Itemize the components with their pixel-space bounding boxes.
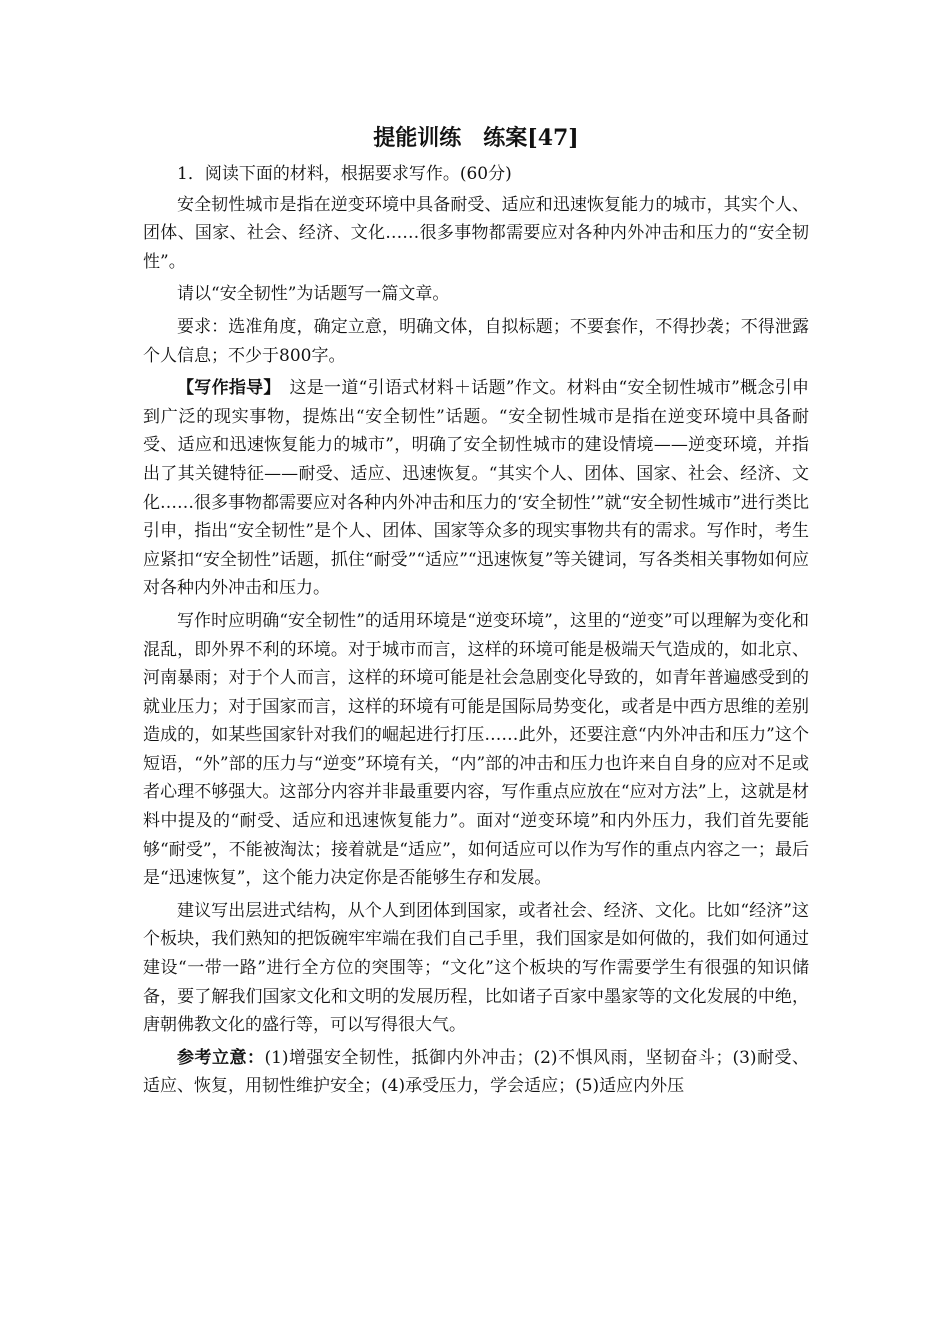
reference-text: (1)增强安全韧性，抵御内外冲击；(2)不惧风雨，坚韧奋斗；(3)耐受、适应、恢复，用韧性维护安全；(4)承受压力，学会适应；(5)适应内外压 bbox=[143, 1047, 809, 1097]
guidance-paragraph-3: 建议写出层进式结构，从个人到团体到国家，或者社会、经济、文化。比如“经济”这个板块，我们熟知的把饭碗牢牢端在我们自己手里，我们国家是如何做的，我们如何通过建设“一带一路”进行全方位的突围等；“文化”这个板块的写作需要学生有很强的知识储备，要了解我们国家文化和文明的发展历程，比如诸子百家中墨家等的文化发展的中绝，唐朝佛教文化的盛行等，可以写得很大气。 bbox=[143, 900, 809, 1036]
guidance-paragraph-1 bbox=[143, 374, 809, 603]
document-page bbox=[143, 118, 809, 1105]
guidance-label: 【写作指导】 bbox=[177, 378, 273, 399]
guidance-paragraph-2: 写作时应明确“安全韧性”的适用环境是“逆变环境”，这里的“逆变”可以理解为变化和混乱，即外界不利的环境。对于城市而言，这样的环境可能是极端天气造成的，如北京、河南暴雨；对于个人而言，这样的环境可能是社会急剧变化导致的，如青年普遍感受到的就业压力；对于国家而言，这样的环境有可能是国际局势变化，或者是中西方思维的差别造成的，如某些国家针对我们的崛起进行打压……此外，还要注意“内外冲击和压力”这个短语，“外”部的压力与“逆变”环境有关，“内”部的冲击和压力也许来自自身的应对不足或者心理不够强大。这部分内容并非最重要内容，写作重点应放在“应对方法”上，这就是材料中提及的“耐受、适应和迅速恢复能力”。面对“逆变环境”和内外压力，我们首先要能够“耐受”，不能被淘汰；接着就是“适应”，如何适应可以作为写作的重点内容之一；最后是“迅速恢复”，这个能力决定你是否能够生存和发展。 bbox=[143, 610, 809, 889]
page-title: 提能训练 练案[47] bbox=[373, 125, 579, 151]
question-requirements: 要求：选准角度，确定立意，明确文体，自拟标题；不要套作，不得抄袭；不得泄露个人信息；不少于800字。 bbox=[143, 316, 809, 366]
guidance-text-1: 这是一道“引语式材料＋话题”作文。材料由“安全韧性城市”概念引申到广泛的现实事物，提炼出“安全韧性”话题。“安全韧性城市是指在逆变环境中具备耐受、适应和迅速恢复能力的城市”，明确了安全韧性城市的建设情境——逆变环境，并指出了其关键特征——耐受、适应、迅速恢复。“其实个人、团体、国家、社会、经济、文化……很多事物都需要应对各种内外冲击和压力的‘安全韧性’”就“安全韧性城市”进行类比引申，指出“安全韧性”是个人、团体、国家等众多的现实事物共有的需求。写作时，考生应紧扣“安全韧性”话题，抓住“耐受”“适应”“迅速恢复”等关键词，写各类相关事物如何应对各种内外冲击和压力。 bbox=[143, 378, 810, 599]
question-task: 请以“安全韧性”为话题写一篇文章。 bbox=[177, 284, 450, 305]
question-prompt: 1．阅读下面的材料，根据要求写作。(60分) bbox=[177, 164, 512, 184]
reference-paragraph bbox=[143, 1044, 809, 1101]
reference-label: 参考立意： bbox=[177, 1047, 265, 1068]
question-material: 安全韧性城市是指在逆变环境中具备耐受、适应和迅速恢复能力的城市，其实个人、团体、国家、社会、经济、文化……很多事物都需要应对各种内外冲击和压力的“安全韧性”。 bbox=[143, 194, 809, 272]
